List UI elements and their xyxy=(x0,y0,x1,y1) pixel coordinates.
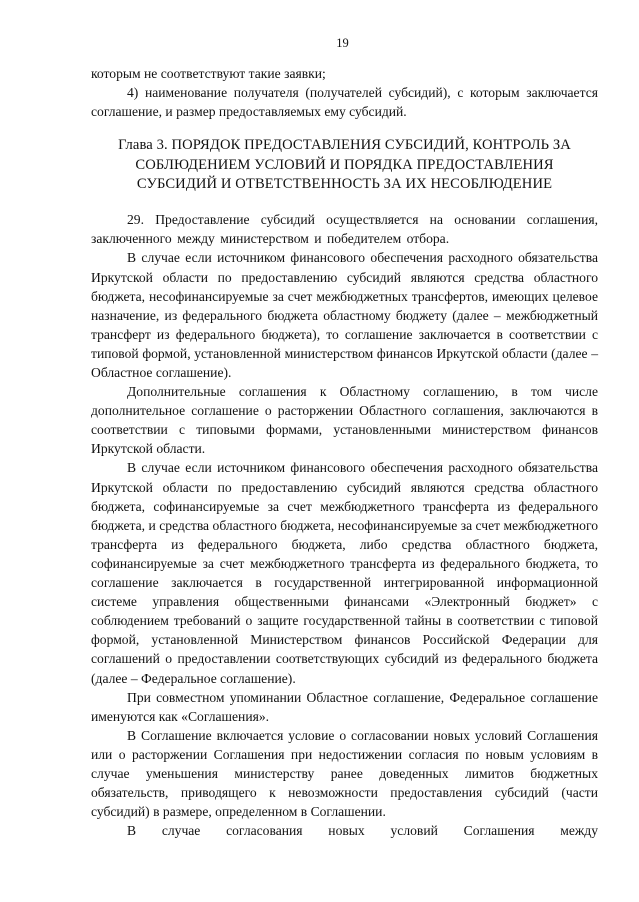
document-page xyxy=(91,34,598,840)
paragraph-29: 29. Предоставление субсидий осуществляется на основании соглашения, заключенного между министерством и победителем отбора. xyxy=(91,212,598,247)
paragraph-regional-agreement: В случае если источником финансового обеспечения расходного обязательства Иркутской области по предоставлению субсидий являются средства областного бюджета, несофинансируемые за счет межбюджетных трансфертов, имеющих целевое назначение, из федерального бюджета областному бюджету (далее – межбюджетный трансферт из федерального бюджета), то соглашение заключается в соответствии с типовой формой, установленной министерством финансов Иркутской области (далее – Областное соглашение). xyxy=(91,250,598,381)
paragraph-federal-agreement: В случае если источником финансового обеспечения расходного обязательства Иркутской области по предоставлению субсидий являются средства областного бюджета, софинансируемые за счет межбюджетного трансферта из федерального бюджета, и средства областного бюджета, несофинансируемые за счет межбюджетного трансферта из федерального бюджета, либо средства областного бюджета, софинансируемые за счет межбюджетного трансферта из федерального бюджета, то соглашение заключается в государственной интегрированной информационной системе управления общественными финансами «Электронный бюджет» с соблюдением требований о защите государственной тайны в соответствии с типовой формой, установленной Министерством финансов Российской Федерации для соглашений о предоставлении соответствующих субсидий из федерального бюджета (далее – Федеральное соглашение). xyxy=(91,460,598,686)
intro-item-4: 4) наименование получателя (получателей субсидий), с которым заключается соглашение, и размер предоставляемых ему субсидий. xyxy=(91,85,598,120)
page-number: 19 xyxy=(336,36,349,50)
paragraph-agreement-continuation: В случае согласования новых условий Соглашения между xyxy=(127,823,598,839)
paragraph-agreements-naming: При совместном упоминании Областное соглашение, Федеральное соглашение именуются как «Соглашения». xyxy=(91,689,598,724)
intro-line-1: которым не соответствуют такие заявки; xyxy=(91,66,326,82)
chapter-title xyxy=(91,136,598,194)
paragraph-additional-agreements: Дополнительные соглашения к Областному соглашению, в том числе дополнительное соглашение о расторжении Областного соглашения, заключаются в соответствии с типовыми формами, установленными министерством финансов Иркутской области. xyxy=(91,384,598,457)
paragraph-new-conditions: В Соглашение включается условие о согласовании новых условий Соглашения или о расторжении Соглашения при недостижении согласия по новым условиям в случае уменьшения министерству ранее доведенных лимитов бюджетных обязательств, приводящего к невозможности предоставления субсидий (части субсидий) в размере, определенном в Соглашении. xyxy=(91,727,598,820)
chapter-title-line-2: СОБЛЮДЕНИЕМ УСЛОВИЙ И ПОРЯДКА ПРЕДОСТАВЛЕНИЯ xyxy=(135,156,554,173)
chapter-title-line-1: Глава 3. ПОРЯДОК ПРЕДОСТАВЛЕНИЯ СУБСИДИЙ, КОНТРОЛЬ ЗА xyxy=(118,137,571,154)
chapter-title-line-3: СУБСИДИЙ И ОТВЕТСТВЕННОСТЬ ЗА ИХ НЕСОБЛЮДЕНИЕ xyxy=(136,175,553,192)
